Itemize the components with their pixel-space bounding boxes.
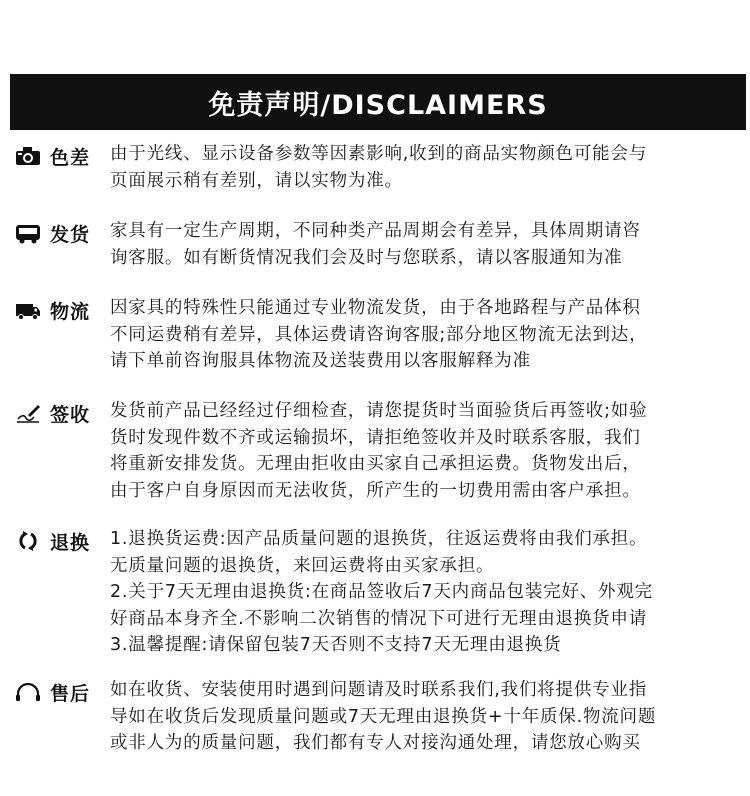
pen-sign-icon: [14, 401, 42, 425]
section-text: 如在收货、安装使用时遇到问题请及时联系我们,我们将提供专业指 导如在收货后发现质量问题或7天无理由退换货+十年质保.物流问题 或非人为的质量问题，我们都有专人对接沟通处理，请您放心购买: [110, 680, 657, 753]
section-text: 发货前产品已经经过仔细检查，请您提货时当面验货后再签收;如验 货时发现件数不齐或运输损坏，请拒绝签收并及时联系客服，我们 将重新安排发货。无理由拒收由买家自己承担运费。货物发出后， 由于客户自身原因而无法收货，所产生的一切费用需由客户承担。: [110, 401, 648, 501]
section-text: 因家具的特殊性只能通过专业物流发货，由于各地路程与产品体积 不同运费稍有差异，具体运费请咨询客服;部分地区物流无法到达， 请下单前咨询服具体物流及送装费用以客服解释为准: [110, 298, 648, 371]
truck-icon: [14, 298, 42, 322]
section-label: 售后: [14, 677, 114, 707]
headset-icon: [14, 680, 42, 704]
section-label: 物流: [14, 295, 114, 325]
page-title: 免责声明/DISCLAIMERS: [208, 89, 548, 121]
camera-icon: [14, 144, 42, 168]
section-label: 退换: [14, 526, 114, 556]
disclaimer-banner: [10, 74, 746, 130]
section-text: 1.退换货运费:因产品质量问题的退换货，往返运费将由我们承担。 无质量问题的退换货，来回运费将由买家承担。 2.关于7天无理由退换货:在商品签收后7天内商品包装完好、外观完 好商品本身齐全.不影响二次销售的情况下可进行无理由退换货申请 3.温馨提醒:请保留包装7天否则不支持7天无理由退换货: [110, 529, 653, 655]
section-label: 签收: [14, 398, 114, 428]
exchange-arrows-icon: [14, 529, 42, 553]
section-label: 色差: [14, 141, 114, 171]
section-text: 家具有一定生产周期，不同种类产品周期会有差异，具体周期请咨 询客服。如有断货情况我们会及时与您联系，请以客服通知为准: [110, 221, 641, 268]
section-label: 发货: [14, 218, 114, 248]
section-text: 由于光线、显示设备参数等因素影响,收到的商品实物颜色可能会与 页面展示稍有差别，请以实物为准。: [110, 144, 648, 191]
bus-icon: [14, 221, 42, 245]
